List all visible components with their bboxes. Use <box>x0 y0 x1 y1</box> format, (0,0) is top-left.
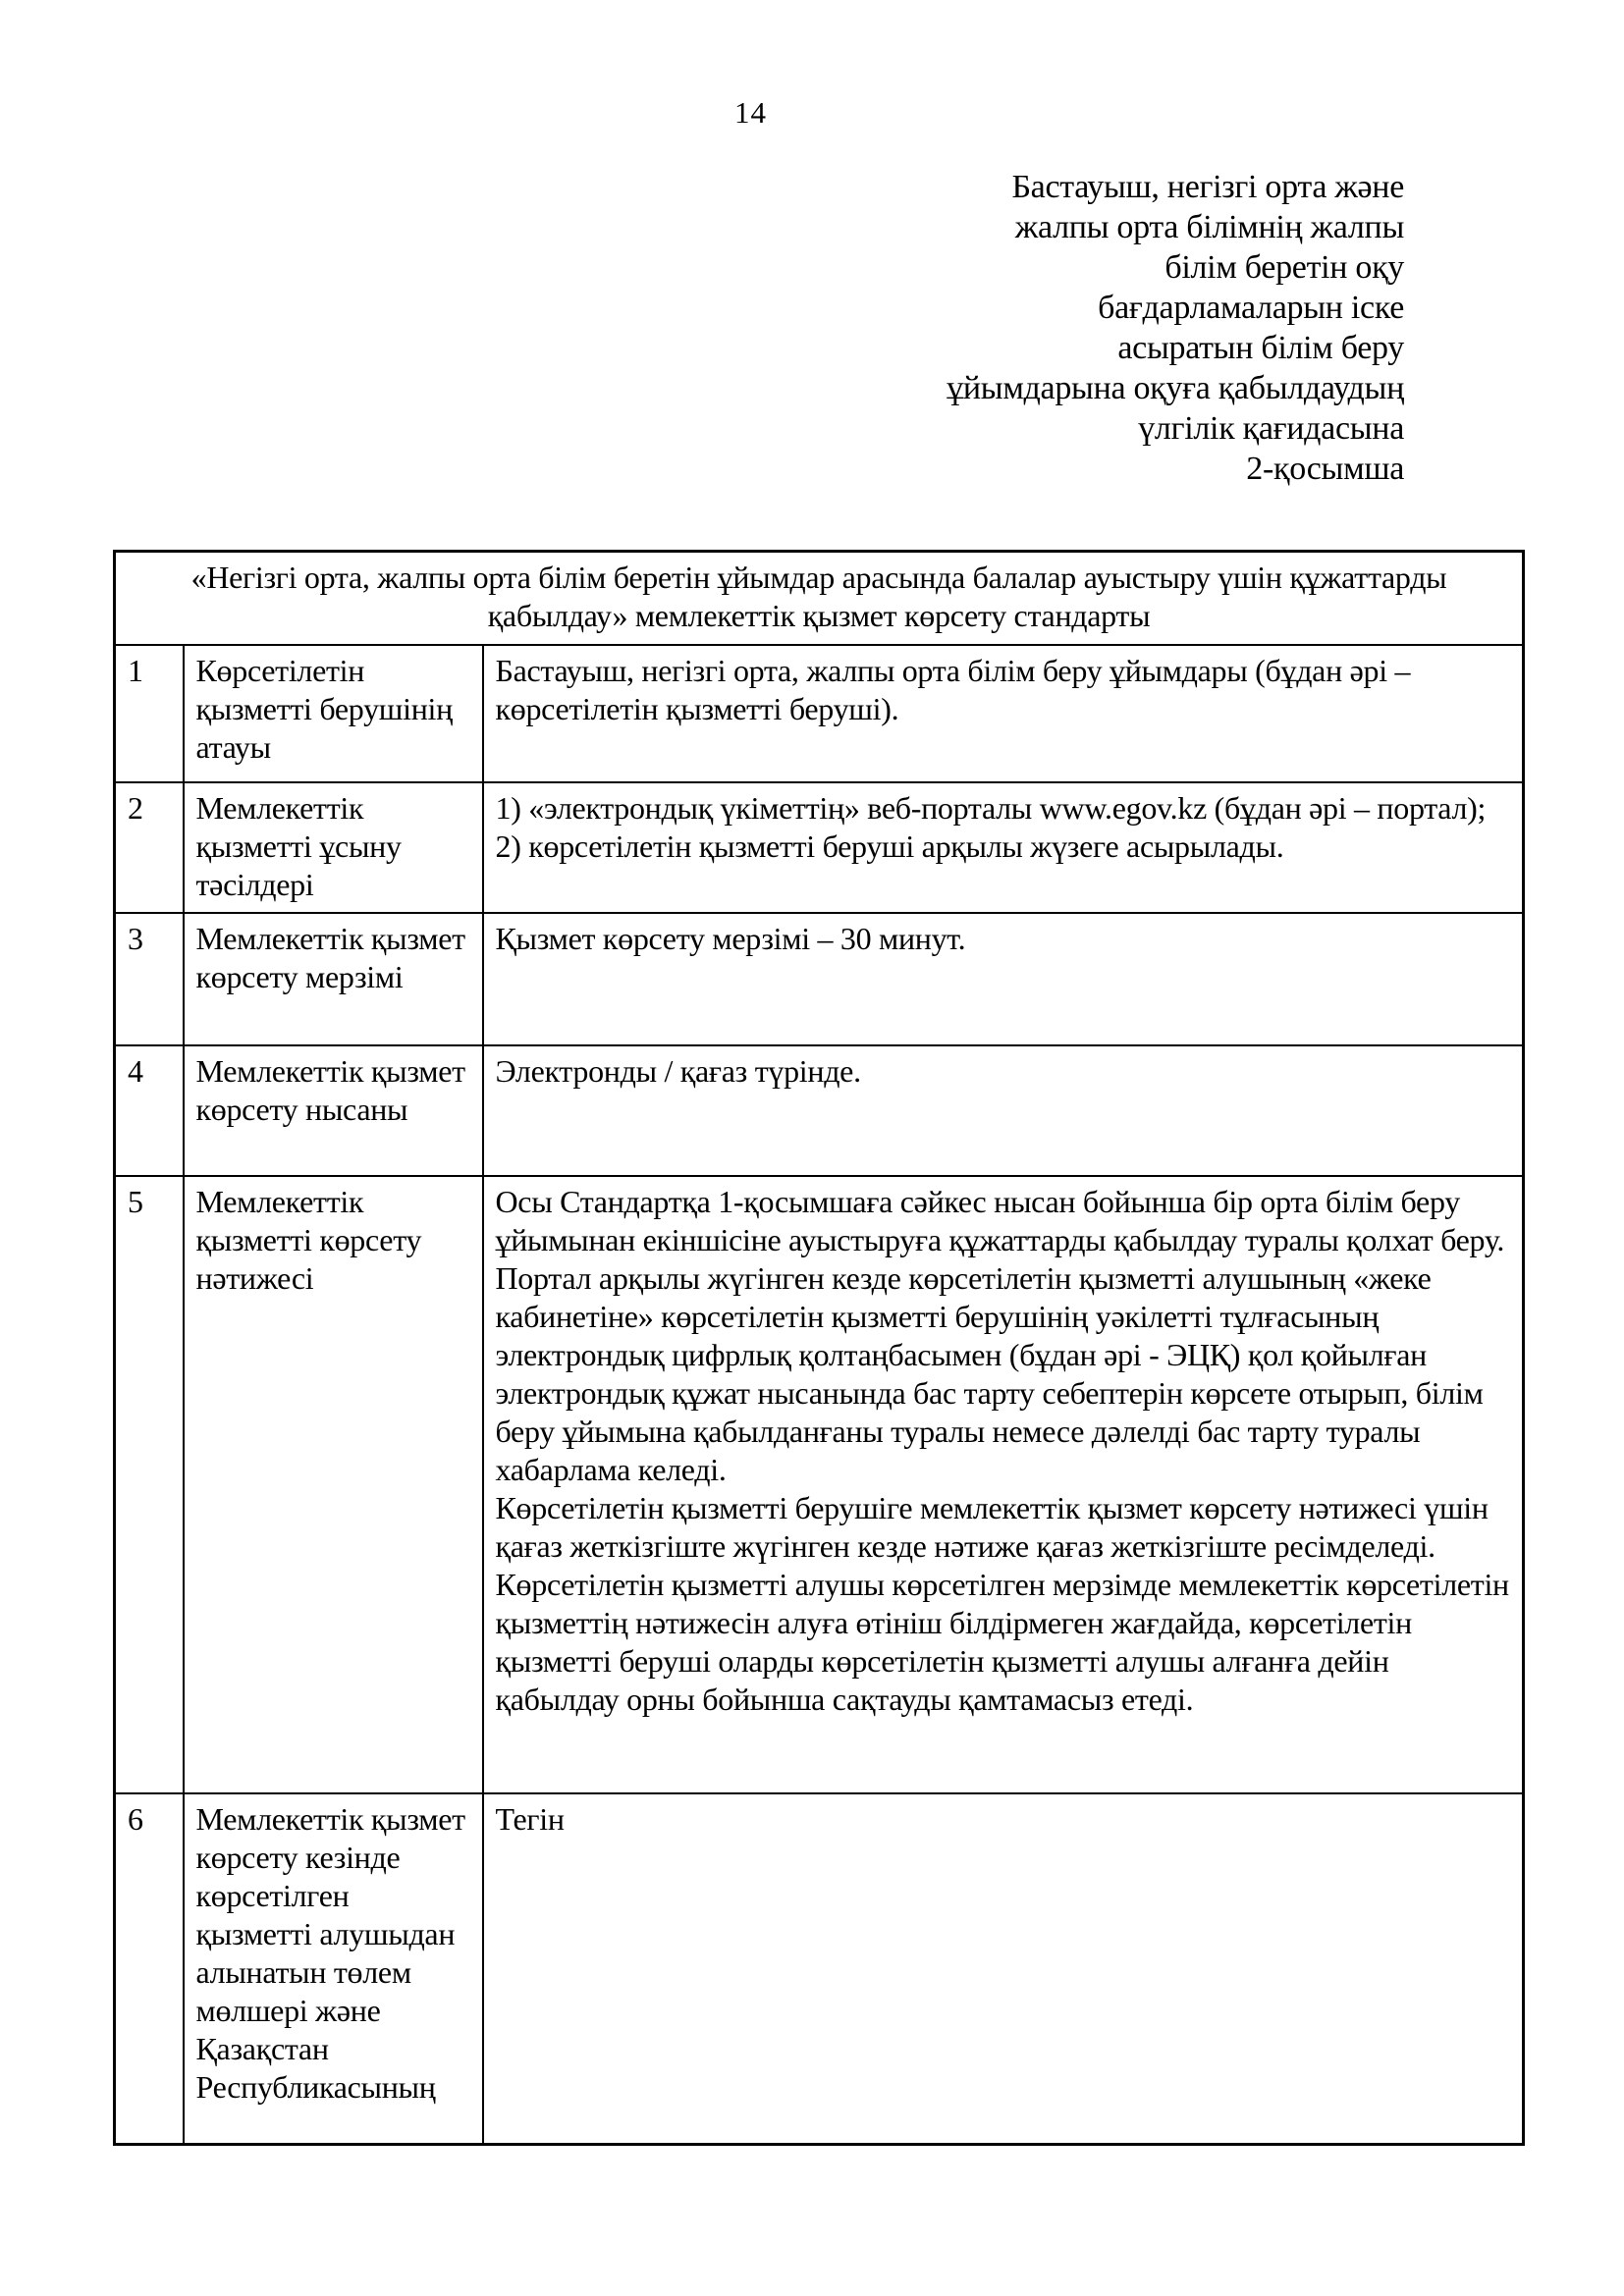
table-row <box>115 913 1524 1045</box>
row-number: 6 <box>115 1793 184 2145</box>
table-row <box>115 1176 1524 1793</box>
note-line: Бастауыш, негізгі орта және <box>1011 169 1404 205</box>
row-label: Мемлекеттік қызметті көрсету нәтижесі <box>184 1176 483 1793</box>
paragraph: Қызмет көрсету мерзімі – 30 минут. <box>495 920 966 956</box>
row-number: 2 <box>115 782 184 913</box>
row-number: 5 <box>115 1176 184 1793</box>
note-line: ұйымдарына оқуға қабылдаудың <box>947 370 1404 406</box>
row-value <box>483 1176 1524 1793</box>
row-value <box>483 782 1524 913</box>
paragraph: Көрсетілетін қызметті алушы көрсетілген мерзімде мемлекеттік көрсетілетін қызметтің нәтижесін алуға өтініш білдірмеген жағдайда, көрсетілетін қызметті беруші оларды көрсетілетін қызметті алушы алғанға дейін қабылдау орны бойынша сақтауды қамтамасыз етеді. <box>495 1566 1509 1717</box>
row-label: Мемлекеттік қызмет көрсету кезінде көрсетілген қызметті алушыдан алынатын төлем мөлшері және Қазақстан Республикасының <box>184 1793 483 2145</box>
page-number: 14 <box>734 95 767 130</box>
paragraph: Бастауыш, негізгі орта, жалпы орта білім беру ұйымдары (бұдан әрі – көрсетілетін қызметті беруші). <box>495 652 1411 726</box>
note-line: асыратын білім беру <box>1117 330 1404 366</box>
note-line: 2-қосымша <box>1246 451 1404 487</box>
table-title-row <box>115 552 1524 645</box>
row-label: Көрсетілетін қызметті берушінің атауы <box>184 645 483 782</box>
row-value <box>483 1045 1524 1176</box>
paragraph: Портал арқылы жүгінген кезде көрсетілетін қызметті алушының «жеке кабинетіне» көрсетілетін қызметті берушінің уәкілетті тұлғасының электрондық цифрлық қолтаңбасымен (бұдан әрі - ЭЦҚ) қол қойылған электрондық құжат нысанында бас тарту себептерін көрсете отырып, білім беру ұйымына қабылданғаны туралы немесе дәлелді бас тарту туралы хабарлама келеді. <box>495 1259 1484 1487</box>
paragraph: 2) көрсетілетін қызметті беруші арқылы жүзеге асырылады. <box>495 828 1284 864</box>
table-row <box>115 782 1524 913</box>
note-line: бағдарламаларын іске <box>1098 290 1404 326</box>
paragraph: 1) «электрондық үкіметтің» веб-порталы www.egov.kz (бұдан әрі – портал); <box>495 789 1487 826</box>
service-standard-table <box>113 550 1525 2146</box>
table-title: «Негізгі орта, жалпы орта білім беретін ұйымдар арасында балалар ауыстыру үшін құжаттарды қабылдау» мемлекеттік қызмет көрсету стандарты <box>115 552 1524 645</box>
paragraph: Тегін <box>495 1800 565 1837</box>
table-row <box>115 645 1524 782</box>
paragraph: Электронды / қағаз түрінде. <box>495 1052 861 1089</box>
row-value <box>483 1793 1524 2145</box>
row-label: Мемлекеттік қызмет көрсету нысаны <box>184 1045 483 1176</box>
table-row <box>115 1793 1524 2145</box>
note-line: жалпы орта білімнің жалпы <box>1014 209 1404 245</box>
row-label: Мемлекеттік қызмет көрсету мерзімі <box>184 913 483 1045</box>
paragraph: Осы Стандартқа 1-қосымшаға сәйкес нысан бойынша бір орта білім беру ұйымынан екіншісіне ауыстыруға құжаттарды қабылдау туралы қолхат беру. <box>495 1183 1505 1257</box>
row-number: 1 <box>115 645 184 782</box>
paragraph: Көрсетілетін қызметті берушіге мемлекеттік қызмет көрсету нәтижесі үшін қағаз жеткізгіште жүгінген кезде нәтиже қағаз жеткізгіште ресімделеді. <box>495 1489 1489 1564</box>
note-line: үлгілік қағидасына <box>1138 410 1404 447</box>
row-value <box>483 645 1524 782</box>
appendix-reference-note <box>947 167 1404 489</box>
row-value <box>483 913 1524 1045</box>
table-row <box>115 1045 1524 1176</box>
note-line: білім беретін оқу <box>1164 249 1404 286</box>
row-number: 3 <box>115 913 184 1045</box>
row-number: 4 <box>115 1045 184 1176</box>
row-label: Мемлекеттік қызметті ұсыну тәсілдері <box>184 782 483 913</box>
